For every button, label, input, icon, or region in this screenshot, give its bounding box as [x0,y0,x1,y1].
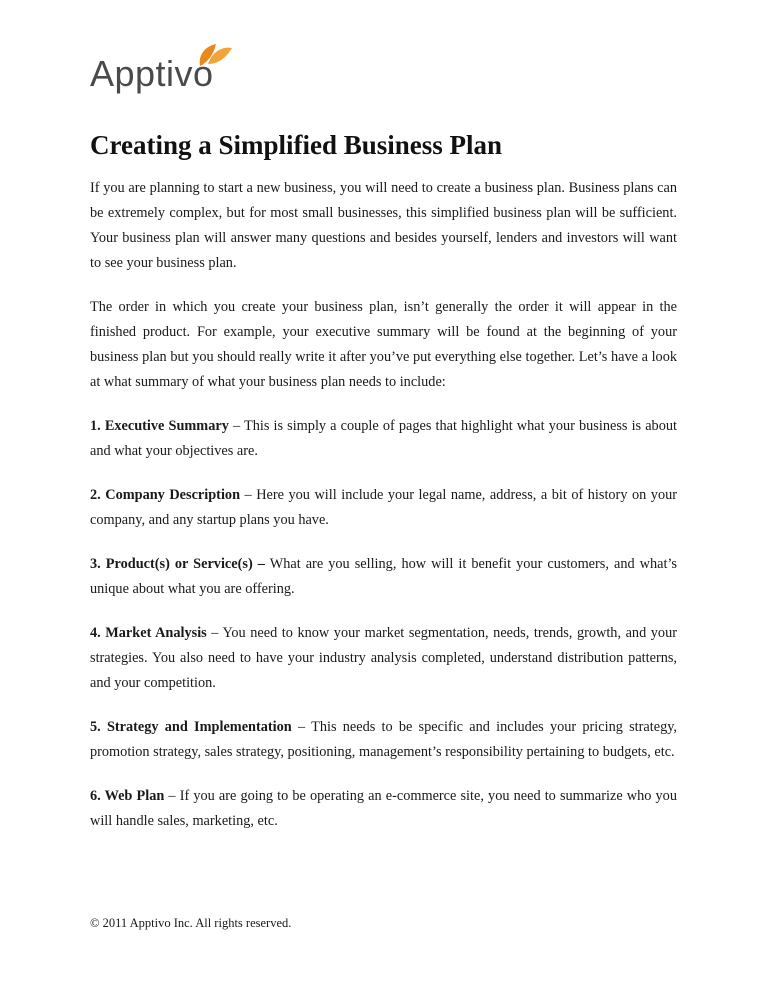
section-text: This needs to be specific and includes your pricing strategy, promotion strategy, sales strategy, positioning, management’s responsibility pertaining to budgets, etc. [90,719,678,760]
section-heading: 6. Web Plan [90,788,165,804]
section-paragraph [90,483,677,533]
section-text: You need to know your market segmentation, needs, trends, growth, and your strategies. You also need to have your industry analysis completed, understand distribution patterns, and your competition. [90,625,677,691]
section-heading: 1. Executive Summary [90,418,229,434]
section-paragraph [90,414,677,464]
section-separator: – [228,418,244,434]
document-title: Creating a Simplified Business Plan [90,130,503,160]
section-separator: – [240,487,257,503]
copyright-footer: © 2011 Apptivo Inc. All rights reserved. [90,916,292,930]
intro-paragraph: The order in which you create your business plan, isn’t generally the order it will appear in the finished product. For example, your executive summary will be found at the beginning of your business plan but you should really write it after you’ve put everything else together. Let’s have a look at what summary of what your business plan needs to include: [90,299,677,390]
section-heading: 2. Company Description [90,487,241,503]
section-text: Here you will include your legal name, address, a bit of history on your company, and any startup plans you have. [90,487,678,528]
section-text: This is simply a couple of pages that highlight what your business is about and what your objectives are. [90,418,677,459]
section-text: What are you selling, how will it benefit your customers, and what’s unique about what you are offering. [90,556,677,597]
section-paragraph [90,784,677,834]
section-separator: – [206,625,223,641]
section-paragraph [90,621,677,696]
section-separator: – [164,788,180,804]
section-paragraph [90,552,677,602]
logo-wordmark: Apptivo [90,53,214,94]
apptivo-logo [90,40,250,96]
section-text: If you are going to be operating an e-commerce site, you need to summarize who you will handle sales, marketing, etc. [90,788,677,829]
intro-paragraph: If you are planning to start a new business, you will need to create a business plan. Business plans can be extremely complex, but for most small businesses, this simplified business plan will be sufficient. Your business plan will answer many questions and besides yourself, lenders and investors will want to see your business plan. [90,180,677,271]
document-body [90,176,677,853]
section-paragraph [90,715,677,765]
section-heading: 4. Market Analysis [90,625,207,641]
section-heading: 3. Product(s) or Service(s) – [90,556,265,572]
section-heading: 5. Strategy and Implementation [90,719,292,735]
section-separator: – [291,719,312,735]
